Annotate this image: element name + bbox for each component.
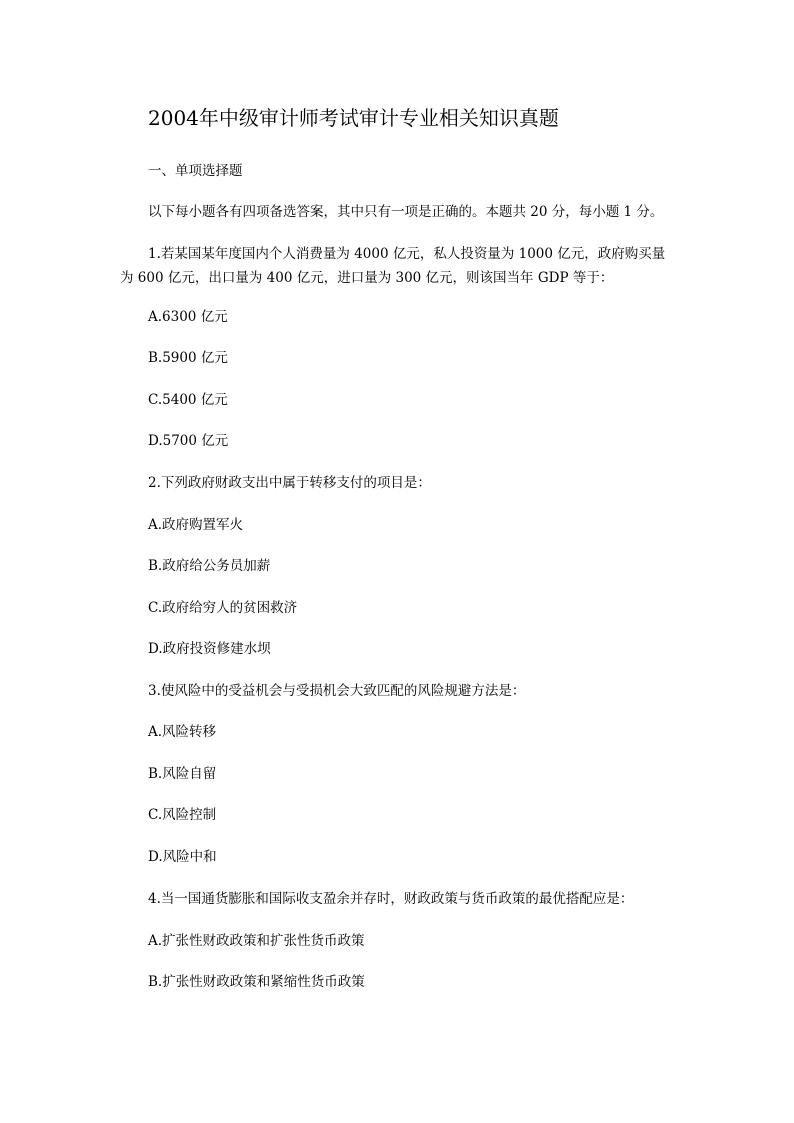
question-1-option-c: C.5400 亿元 <box>148 392 228 408</box>
question-3-text: 3.使风险中的受益机会与受损机会大致匹配的风险规避方法是： <box>148 683 526 699</box>
question-3-option-a: A.风险转移 <box>148 724 217 740</box>
question-2-option-c: C.政府给穷人的贫困救济 <box>148 600 298 616</box>
question-2-option-d: D.政府投资修建水坝 <box>148 641 271 657</box>
question-2-option-a: A.政府购置军火 <box>148 517 244 533</box>
question-1-option-d: D.5700 亿元 <box>148 433 229 449</box>
question-1-option-a: A.6300 亿元 <box>148 309 228 325</box>
question-4-option-a: A.扩张性财政政策和扩张性货币政策 <box>148 933 365 949</box>
question-4-option-b: B.扩张性财政政策和紧缩性货币政策 <box>148 974 365 990</box>
question-3-option-d: D.风险中和 <box>148 849 217 865</box>
question-1-text-line-1: 1.若某国某年度国内个人消费量为 4000 亿元，私人投资量为 1000 亿元，政府购买量 <box>148 246 666 262</box>
question-1-text-line-2: 为 600 亿元，出口量为 400 亿元，进口量为 300 亿元，则该国当年 GDP 等于： <box>120 270 614 286</box>
question-1-option-b: B.5900 亿元 <box>148 350 228 366</box>
section-heading: 一、单项选择题 <box>148 163 243 179</box>
question-2-option-b: B.政府给公务员加薪 <box>148 558 271 574</box>
question-2-text: 2.下列政府财政支出中属于转移支付的项目是： <box>148 475 431 491</box>
question-3-option-b: B.风险自留 <box>148 766 217 782</box>
question-4-text: 4.当一国通货膨胀和国际收支盈余并存时，财政政策与货币政策的最优搭配应是： <box>148 891 634 907</box>
document-title: 2004年中级审计师考试审计专业相关知识真题 <box>148 106 559 130</box>
instructions-text: 以下每小题各有四项备选答案，其中只有一项是正确的。本题共 20 分，每小题 1 分。 <box>148 204 664 220</box>
question-3-option-c: C.风险控制 <box>148 807 217 823</box>
